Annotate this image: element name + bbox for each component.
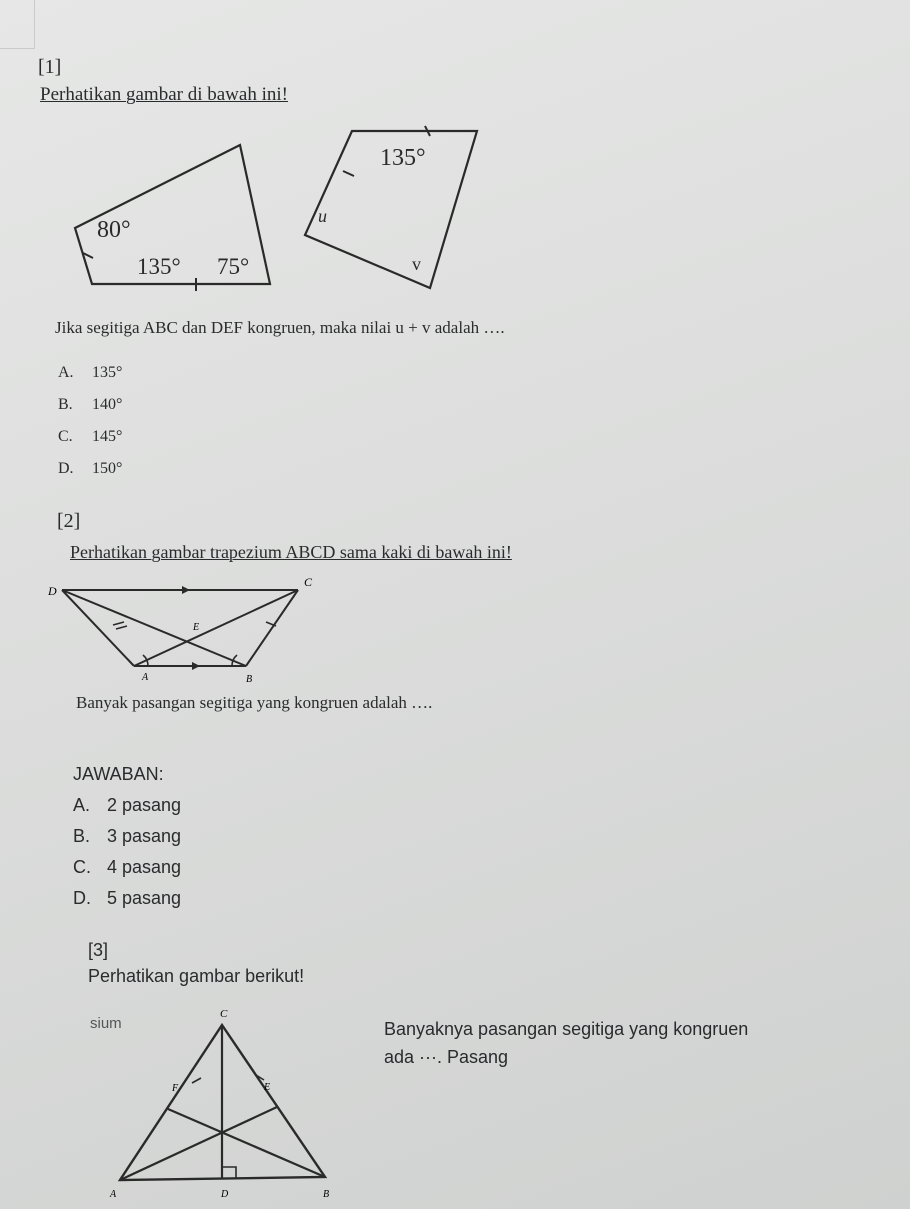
q1-right-tick xyxy=(343,171,354,176)
svg-text:B: B xyxy=(323,1189,330,1200)
svg-text:B: B xyxy=(246,674,253,685)
q1-prompt: Perhatikan gambar di bawah ini! xyxy=(40,84,288,105)
q1-option-b[interactable]: B. 140° xyxy=(58,396,123,413)
q2-trapezium-figure xyxy=(0,560,340,690)
q2-question: Banyak pasangan segitiga yang kongruen adalah …. xyxy=(76,693,433,712)
svg-text:D: D xyxy=(221,1189,229,1200)
q3-triangle-figure xyxy=(80,1005,350,1205)
q1-option-d[interactable]: D. 150° xyxy=(58,460,123,477)
q3-prompt: Perhatikan gambar berikut! xyxy=(88,966,305,986)
svg-text:D: D xyxy=(48,584,57,598)
q2-prompt: Perhatikan gambar trapezium ABCD sama kaki di bawah ini! xyxy=(70,542,512,562)
q3-question-line1: Banyaknya pasangan segitiga yang kongruen xyxy=(384,1019,749,1039)
svg-text:F: F xyxy=(172,1083,179,1094)
q3-question xyxy=(384,1015,748,1071)
q3-side-fragment: sium xyxy=(90,1015,122,1032)
svg-text:C: C xyxy=(304,575,313,589)
q1-var-u: u xyxy=(318,206,327,226)
q1-var-v: v xyxy=(412,254,421,274)
svg-text:A: A xyxy=(110,1189,117,1200)
q3-number: [3] xyxy=(88,940,109,960)
svg-text:C: C xyxy=(220,1008,228,1020)
q2-options xyxy=(73,790,181,914)
q1-right-angle-135: 135° xyxy=(380,145,426,171)
q1-options xyxy=(58,357,122,485)
svg-text:A: A xyxy=(142,672,149,683)
q2-option-c[interactable]: C. 4 pasang xyxy=(73,857,182,877)
q1-figure xyxy=(0,0,910,300)
q1-option-c[interactable]: C. 145° xyxy=(58,428,123,445)
svg-text:E: E xyxy=(264,1082,271,1093)
q1-left-angle-80: 80° xyxy=(97,217,131,243)
q2-option-b[interactable]: B. 3 pasang xyxy=(73,826,182,846)
q3-question-line2: ada ···. Pasang xyxy=(384,1047,509,1067)
svg-text:E: E xyxy=(193,622,200,633)
q1-option-a[interactable]: A. 135° xyxy=(58,364,123,381)
q1-left-angle-135: 135° xyxy=(137,254,181,279)
q2-option-a[interactable]: A. 2 pasang xyxy=(73,795,182,815)
q2-answer-heading: JAWABAN: xyxy=(73,764,164,784)
q2-number: [2] xyxy=(57,510,81,532)
q1-left-angle-75: 75° xyxy=(217,254,250,279)
q1-question: Jika segitiga ABC dan DEF kongruen, maka nilai u + v adalah …. xyxy=(55,318,505,337)
q1-number: [1] xyxy=(38,56,62,78)
q2-option-d[interactable]: D. 5 pasang xyxy=(73,888,182,908)
